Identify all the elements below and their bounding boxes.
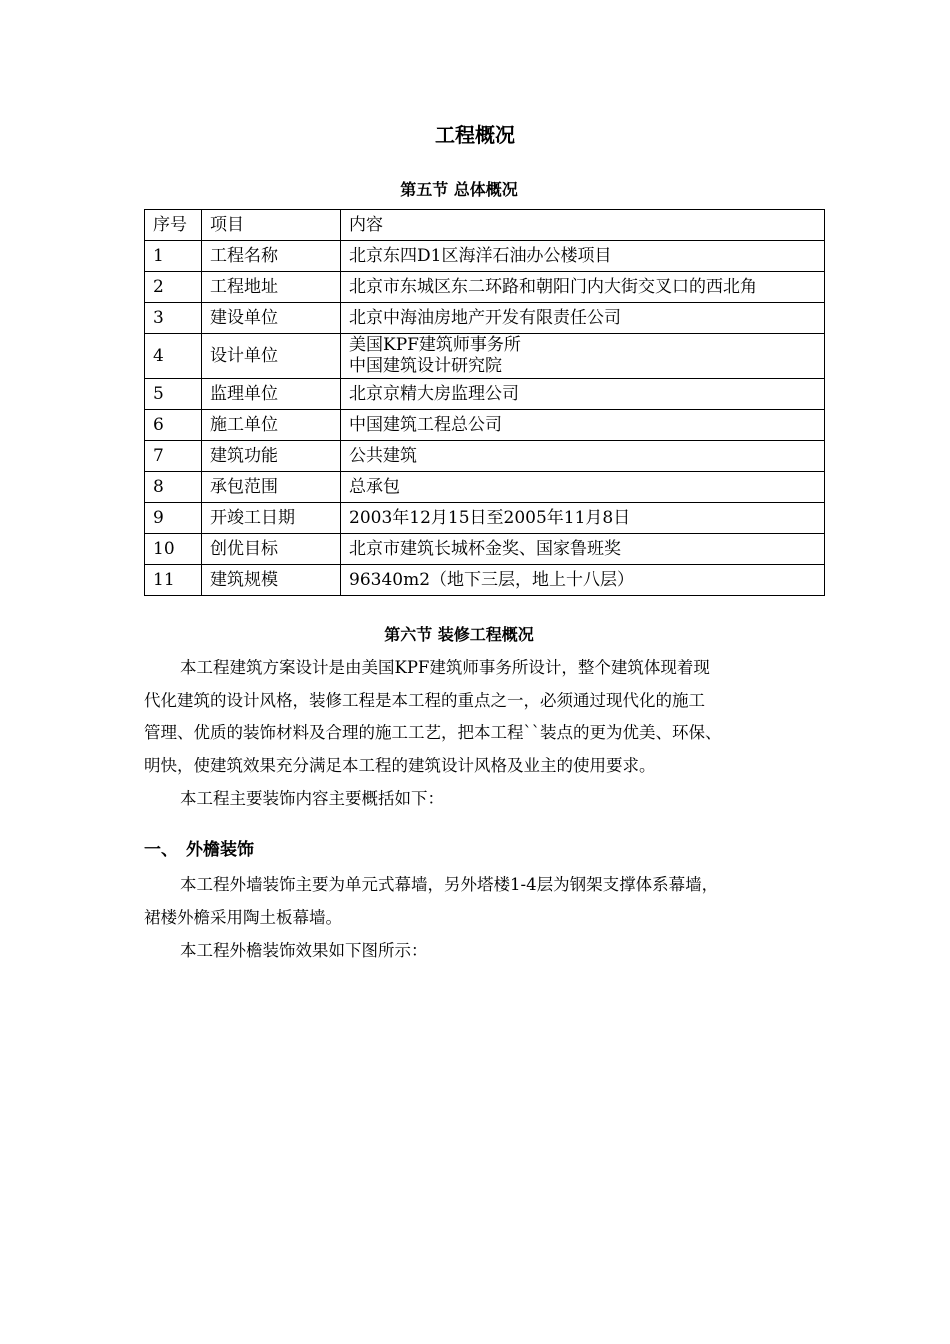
table-row xyxy=(145,303,825,334)
cell-content-line: 北京东四D1区海洋石油办公楼项目 xyxy=(349,246,612,266)
table-row xyxy=(145,441,825,472)
cell-content xyxy=(341,565,825,596)
cell-no: 11 xyxy=(145,565,202,596)
document-title: 工程概况 xyxy=(435,123,515,147)
heading-number: 一、 xyxy=(144,840,178,860)
cell-content-line: 中国建筑设计研究院 xyxy=(349,356,502,376)
cell-no: 9 xyxy=(145,503,202,534)
paragraph-design-intro xyxy=(144,652,824,782)
cell-content-line: 北京京精大房监理公司 xyxy=(349,384,519,404)
cell-content xyxy=(341,272,825,303)
cell-content-line: 96340m2（地下三层，地上十八层） xyxy=(349,570,635,590)
cell-no: 1 xyxy=(145,241,202,272)
cell-content-line: 北京市东城区东二环路和朝阳门内大街交叉口的西北角 xyxy=(349,277,757,297)
cell-item: 承包范围 xyxy=(202,472,341,503)
table-row xyxy=(145,503,825,534)
cell-content xyxy=(341,441,825,472)
cell-no: 3 xyxy=(145,303,202,334)
table-row xyxy=(145,472,825,503)
cell-no: 7 xyxy=(145,441,202,472)
cell-item: 设计单位 xyxy=(202,334,341,379)
heading-exterior-decoration xyxy=(144,836,254,864)
cell-item: 开竣工日期 xyxy=(202,503,341,534)
cell-content-line: 公共建筑 xyxy=(349,446,417,466)
cell-item: 工程地址 xyxy=(202,272,341,303)
cell-item: 建筑规模 xyxy=(202,565,341,596)
cell-item: 监理单位 xyxy=(202,379,341,410)
paragraph-line: 代化建筑的设计风格，装修工程是本工程的重点之一，必须通过现代化的施工 xyxy=(144,690,705,710)
cell-no: 2 xyxy=(145,272,202,303)
cell-content-line: 美国KPF建筑师事务所 xyxy=(349,335,521,355)
table-row xyxy=(145,241,825,272)
section-5-title: 第五节 总体概况 xyxy=(400,180,518,199)
project-overview-table xyxy=(144,209,825,596)
heading-text: 外檐装饰 xyxy=(186,840,254,860)
cell-content-line: 中国建筑工程总公司 xyxy=(349,415,502,435)
cell-item: 建筑功能 xyxy=(202,441,341,472)
cell-content xyxy=(341,410,825,441)
cell-content-line: 2003年12月15日至2005年11月8日 xyxy=(349,508,631,528)
paragraph-summary-lead: 本工程主要装饰内容主要概括如下： xyxy=(180,789,444,808)
section-6-title: 第六节 装修工程概况 xyxy=(384,625,534,644)
cell-content xyxy=(341,241,825,272)
paragraph-figure-intro: 本工程外檐装饰效果如下图所示： xyxy=(180,941,428,960)
cell-item: 工程名称 xyxy=(202,241,341,272)
cell-no: 10 xyxy=(145,534,202,565)
header-cell-content: 内容 xyxy=(341,210,825,241)
cell-content xyxy=(341,472,825,503)
table-row xyxy=(145,379,825,410)
cell-content xyxy=(341,534,825,565)
table-header-row xyxy=(145,210,825,241)
paragraph-line: 本工程建筑方案设计是由美国KPF建筑师事务所设计，整个建筑体现着现 xyxy=(180,658,710,677)
cell-content-line: 北京市建筑长城杯金奖、国家鲁班奖 xyxy=(349,539,621,559)
cell-content xyxy=(341,303,825,334)
table-row xyxy=(145,410,825,441)
paragraph-line: 管理、优质的装饰材料及合理的施工工艺，把本工程``装点的更为优美、环保、 xyxy=(144,723,722,742)
cell-no: 4 xyxy=(145,334,202,379)
cell-content-line: 总承包 xyxy=(349,477,400,497)
header-cell-no: 序号 xyxy=(145,210,202,241)
cell-content xyxy=(341,334,825,379)
paragraph-exterior-wall xyxy=(144,869,824,934)
table-row xyxy=(145,534,825,565)
paragraph-line: 裙楼外檐采用陶土板幕墙。 xyxy=(144,907,342,927)
table-row xyxy=(145,334,825,379)
cell-content xyxy=(341,379,825,410)
cell-content-line: 北京中海油房地产开发有限责任公司 xyxy=(349,308,621,328)
cell-content xyxy=(341,503,825,534)
cell-item: 建设单位 xyxy=(202,303,341,334)
table-row xyxy=(145,565,825,596)
cell-item: 施工单位 xyxy=(202,410,341,441)
paragraph-line: 明快，使建筑效果充分满足本工程的建筑设计风格及业主的使用要求。 xyxy=(144,755,656,775)
header-cell-item: 项目 xyxy=(202,210,341,241)
paragraph-line: 本工程外墙装饰主要为单元式幕墙，另外塔楼1-4层为钢架支撑体系幕墙， xyxy=(180,875,719,894)
cell-no: 8 xyxy=(145,472,202,503)
cell-no: 6 xyxy=(145,410,202,441)
table-row xyxy=(145,272,825,303)
cell-no: 5 xyxy=(145,379,202,410)
cell-item: 创优目标 xyxy=(202,534,341,565)
